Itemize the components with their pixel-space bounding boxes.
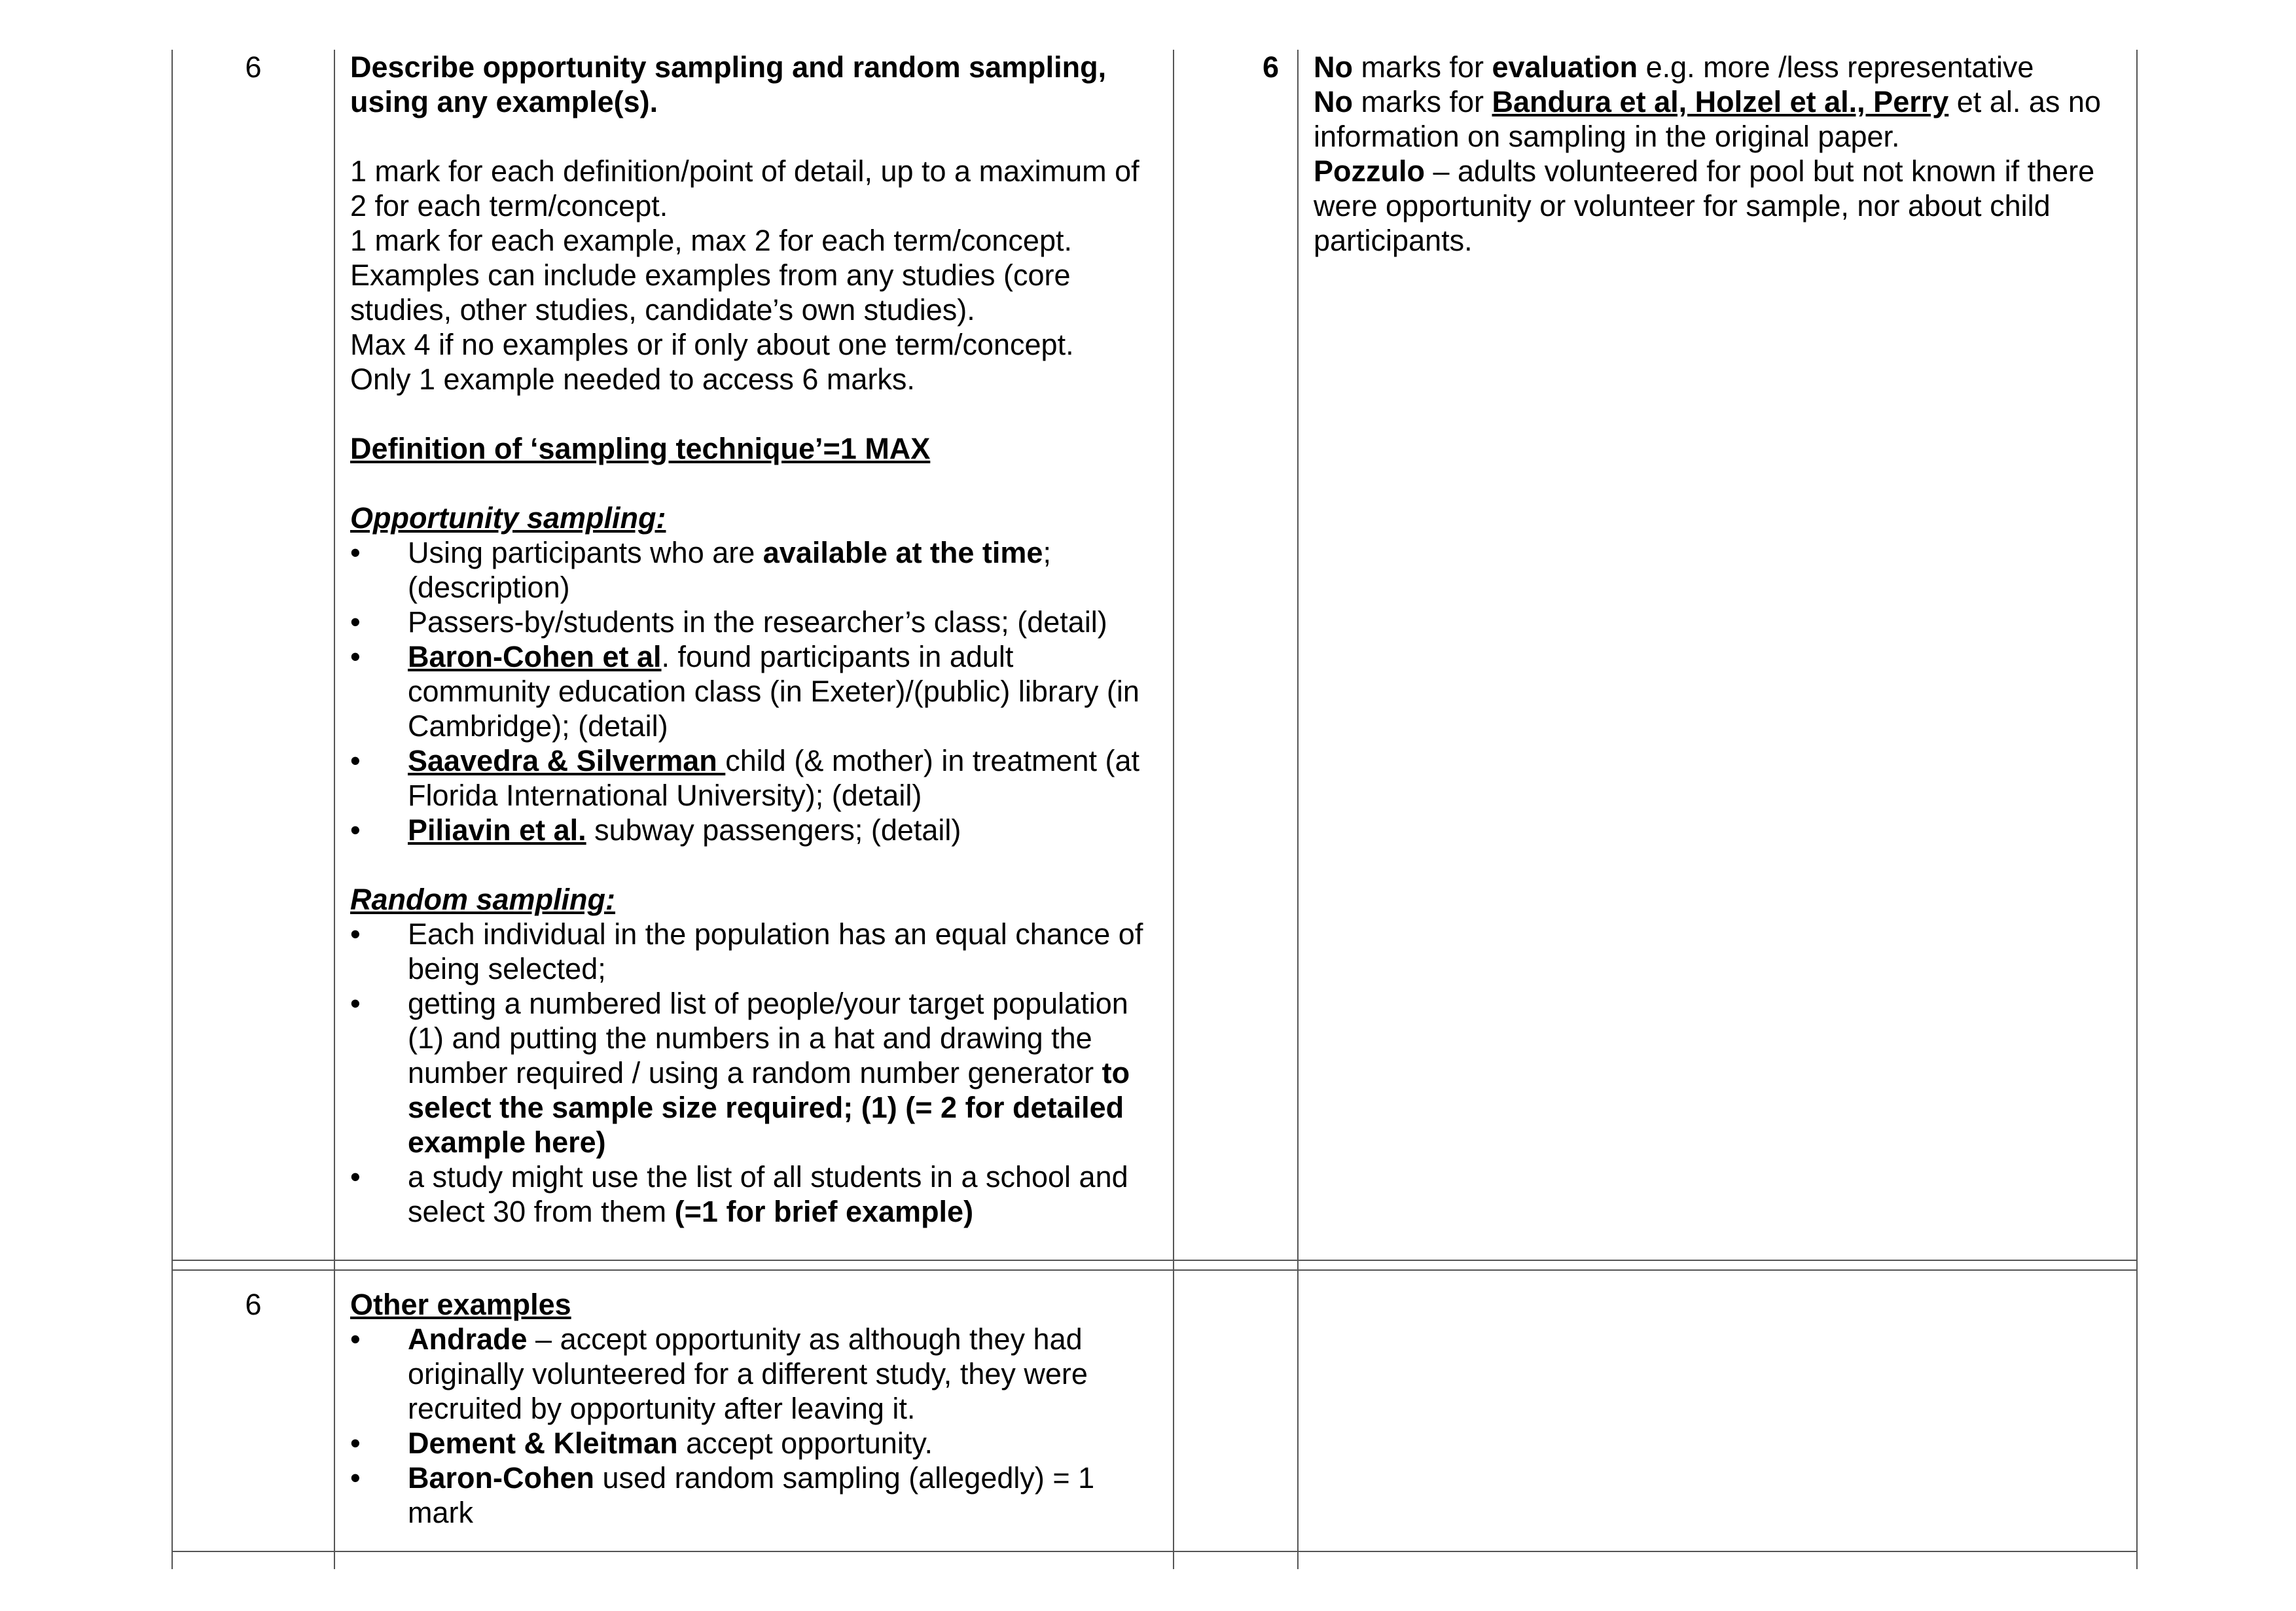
random-sampling-title: Random sampling: [350, 883, 616, 916]
opportunity-sampling-list [350, 535, 1158, 847]
other-examples-title: Other examples [350, 1288, 571, 1321]
list-item: • Dement & Kleitman accept opportunity. [350, 1426, 1158, 1461]
guidance-line: 1 mark for each definition/point of detail, up to a maximum of 2 for each term/concept. [350, 154, 1139, 222]
other-examples [350, 1287, 1158, 1530]
list-item: • getting a numbered list of people/your target population (1) and putting the numbers in a hat and drawing the number required / using a random number generator to select the sample size required; (1) (= 2 for detailed example here) [350, 986, 1158, 1160]
list-item: • Passers-by/students in the researcher’s class; (detail) [350, 605, 1158, 639]
list-item: • a study might use the list of all students in a school and select 30 from them (=1 for brief example) [350, 1160, 1158, 1229]
definition-cap: Definition of ‘sampling technique’=1 MAX [350, 432, 931, 465]
answer-guidance [350, 50, 1158, 1229]
guidance-line: Examples can include examples from any studies (core studies, other studies, candidate’s own studies). [350, 258, 1071, 327]
note-evaluation: No marks for evaluation e.g. more /less representative [1314, 50, 2034, 84]
question-number: 6 [245, 1288, 262, 1321]
opportunity-sampling-title: Opportunity sampling: [350, 501, 666, 535]
guidance-line: 1 mark for each example, max 2 for each term/concept. [350, 224, 1072, 257]
guidance-line: Max 4 if no examples or if only about one term/concept. [350, 328, 1074, 361]
question-heading: Describe opportunity sampling and random sampling, using any example(s). [350, 50, 1107, 118]
table-border-right [2136, 50, 2138, 1569]
table-divider-1 [334, 50, 335, 1569]
additional-guidance [1314, 50, 2125, 258]
list-item: • Piliavin et al. subway passengers; (detail) [350, 813, 1158, 847]
list-item: • Baron-Cohen et al. found participants in adult community education class (in Exeter)/(public) library (in Cambridge); (detail) [350, 639, 1158, 743]
table-divider-3 [1297, 50, 1299, 1569]
table-divider-2 [1173, 50, 1174, 1569]
random-sampling-list [350, 917, 1158, 1229]
list-item: • Saavedra & Silverman child (& mother) in treatment (at Florida International University); (detail) [350, 743, 1158, 813]
list-item: • Baron-Cohen used random sampling (allegedly) = 1 mark [350, 1461, 1158, 1530]
list-item: • Using participants who are available at the time; (description) [350, 535, 1158, 605]
table-border-left [171, 50, 173, 1569]
marks-value: 6 [1262, 50, 1279, 84]
table-border-bottom [171, 1551, 2138, 1552]
question-number: 6 [245, 50, 262, 84]
row-separator-bottom [171, 1269, 2138, 1271]
list-item: • Each individual in the population has an equal chance of being selected; [350, 917, 1158, 986]
other-examples-list [350, 1322, 1158, 1530]
guidance-line: Only 1 example needed to access 6 marks. [350, 363, 915, 396]
row-separator-top [171, 1260, 2138, 1261]
list-item: • Andrade – accept opportunity as although they had originally volunteered for a different study, they were recruited by opportunity after leaving it. [350, 1322, 1158, 1426]
note-pozzulo: Pozzulo – adults volunteered for pool but not known if there were opportunity or volunteer for sample, nor about child participants. [1314, 154, 2095, 257]
note-excluded-studies: No marks for Bandura et al, Holzel et al., Perry et al. as no information on sampling in the original paper. [1314, 85, 2101, 153]
